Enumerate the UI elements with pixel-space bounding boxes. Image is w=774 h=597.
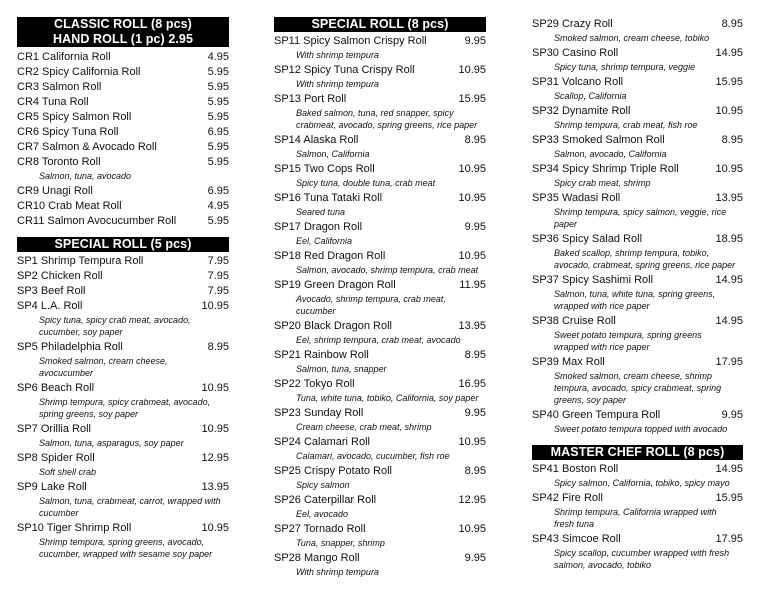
menu-item-price: 10.95 bbox=[458, 64, 486, 76]
menu-item bbox=[274, 522, 486, 537]
menu-item bbox=[532, 314, 743, 329]
menu-item-price: 17.95 bbox=[715, 533, 743, 545]
menu-item bbox=[17, 65, 229, 80]
menu-item-name: CR6 Spicy Tuna Roll bbox=[17, 126, 119, 138]
menu-item-name: CR4 Tuna Roll bbox=[17, 96, 89, 108]
menu-item-description: Salmon, avocado, California bbox=[554, 149, 667, 159]
menu-item-price: 5.95 bbox=[207, 111, 229, 123]
menu-item bbox=[17, 254, 229, 269]
menu-item-price: 4.95 bbox=[207, 51, 229, 63]
menu-item-price: 9.95 bbox=[464, 35, 486, 47]
menu-item-name: CR7 Salmon & Avocado Roll bbox=[17, 141, 157, 153]
menu-item-description: Eel, shrimp tempura, crab meat, avocado bbox=[296, 335, 461, 345]
menu-item-price: 12.95 bbox=[201, 452, 229, 464]
menu-item-description: Spicy salmon bbox=[296, 480, 350, 490]
menu-item-description: Salmon, avocado, shrimp tempura, crab meat bbox=[296, 265, 479, 275]
menu-item bbox=[17, 521, 229, 536]
menu-item bbox=[532, 408, 743, 423]
menu-item bbox=[532, 273, 743, 288]
menu-item-description: Baked salmon, tuna, red snapper, spicy crabmeat, avocado, spring greens, rice paper bbox=[296, 108, 478, 130]
menu-item-description: Calamari, avocado, cucumber, fish roe bbox=[296, 451, 450, 461]
menu-item bbox=[532, 462, 743, 477]
menu-item-name: CR2 Spicy California Roll bbox=[17, 66, 141, 78]
menu-item-price: 9.95 bbox=[464, 552, 486, 564]
menu-item-description: Salmon, California bbox=[296, 149, 370, 159]
menu-item bbox=[17, 95, 229, 110]
menu-item-price: 5.95 bbox=[207, 96, 229, 108]
menu-item-price: 9.95 bbox=[464, 407, 486, 419]
menu-item bbox=[532, 104, 743, 119]
menu-item bbox=[274, 377, 486, 392]
menu-item-name: SP32 Dynamite Roll bbox=[532, 105, 631, 117]
special-roll-5-header bbox=[17, 237, 229, 252]
menu-item bbox=[274, 133, 486, 148]
menu-item bbox=[532, 355, 743, 370]
menu-item-price: 10.95 bbox=[201, 522, 229, 534]
section-title: CLASSIC ROLL (8 pcs) bbox=[54, 17, 192, 31]
menu-item-price: 14.95 bbox=[715, 274, 743, 286]
menu-item-name: SP33 Smoked Salmon Roll bbox=[532, 134, 665, 146]
menu-item-description: Eel, avocado bbox=[296, 509, 349, 519]
classic-roll-header bbox=[17, 17, 229, 47]
menu-item-name: SP18 Red Dragon Roll bbox=[274, 250, 386, 262]
menu-item-price: 10.95 bbox=[458, 192, 486, 204]
menu-item bbox=[274, 249, 486, 264]
menu-item-description: Baked scallop, shrimp tempura, tobiko, avocado, crabmeat, spring greens, rice paper bbox=[554, 248, 736, 270]
menu-item-name: SP10 Tiger Shrimp Roll bbox=[17, 522, 132, 534]
menu-item bbox=[532, 232, 743, 247]
menu-item-price: 6.95 bbox=[207, 126, 229, 138]
menu-item-name: SP3 Beef Roll bbox=[17, 285, 86, 297]
menu-item-price: 10.95 bbox=[458, 163, 486, 175]
menu-item-name: CR8 Toronto Roll bbox=[17, 156, 101, 168]
menu-item-name: SP35 Wadasi Roll bbox=[532, 192, 621, 204]
menu-item-price: 17.95 bbox=[715, 356, 743, 368]
menu-item bbox=[17, 140, 229, 155]
menu-item-price: 9.95 bbox=[721, 409, 743, 421]
menu-item-price: 6.95 bbox=[207, 185, 229, 197]
menu-item bbox=[532, 191, 743, 206]
menu-item-description: Shrimp tempura, spring greens, avocado, cucumber, wrapped with sesame soy paper bbox=[39, 537, 213, 559]
menu-item-price: 15.95 bbox=[715, 76, 743, 88]
menu-item bbox=[17, 480, 229, 495]
menu-item-price: 10.95 bbox=[715, 163, 743, 175]
menu-column-1 bbox=[17, 17, 229, 562]
menu-item-name: SP14 Alaska Roll bbox=[274, 134, 359, 146]
menu-item bbox=[532, 17, 743, 32]
menu-item-name: SP9 Lake Roll bbox=[17, 481, 87, 493]
menu-item bbox=[17, 199, 229, 214]
menu-item bbox=[532, 46, 743, 61]
menu-item-description: Scallop, California bbox=[554, 91, 627, 101]
menu-item-name: SP2 Chicken Roll bbox=[17, 270, 103, 282]
menu-item-description: Shrimp tempura, California wrapped with fresh tuna bbox=[554, 507, 717, 529]
menu-item bbox=[274, 551, 486, 566]
menu-item-description: Sweet potato tempura topped with avocado bbox=[554, 424, 728, 434]
menu-item-name: SP17 Dragon Roll bbox=[274, 221, 363, 233]
menu-item-price: 5.95 bbox=[207, 215, 229, 227]
menu-item-price: 7.95 bbox=[207, 255, 229, 267]
menu-item bbox=[17, 50, 229, 65]
section-subtitle: HAND ROLL (1 pc) 2.95 bbox=[52, 32, 194, 46]
menu-item-description: Shrimp tempura, crab meat, fish roe bbox=[554, 120, 698, 130]
menu-item-description: Smoked salmon, cream cheese, tobiko bbox=[554, 33, 710, 43]
menu-item bbox=[274, 191, 486, 206]
menu-item-name: SP30 Casino Roll bbox=[532, 47, 619, 59]
menu-item-name: CR3 Salmon Roll bbox=[17, 81, 102, 93]
menu-item-description: With shrimp tempura bbox=[296, 567, 379, 577]
menu-item-name: SP28 Mango Roll bbox=[274, 552, 360, 564]
menu-item-price: 14.95 bbox=[715, 47, 743, 59]
menu-item-price: 8.95 bbox=[721, 134, 743, 146]
menu-column-2 bbox=[274, 17, 486, 580]
menu-item-price: 5.95 bbox=[207, 141, 229, 153]
menu-item bbox=[532, 133, 743, 148]
menu-item bbox=[17, 340, 229, 355]
menu-item-price: 10.95 bbox=[715, 105, 743, 117]
menu-item-description: Smoked salmon, cream cheese, shrimp tempura, avocado, spicy crabmeat, spring greens, soy paper bbox=[554, 371, 722, 405]
menu-item-name: SP25 Crispy Potato Roll bbox=[274, 465, 392, 477]
menu-item-name: CR9 Unagi Roll bbox=[17, 185, 93, 197]
menu-item-price: 7.95 bbox=[207, 285, 229, 297]
menu-item-name: SP19 Green Dragon Roll bbox=[274, 279, 396, 291]
menu-item-price: 11.95 bbox=[459, 279, 486, 291]
menu-item-name: SP7 Orillia Roll bbox=[17, 423, 91, 435]
menu-item-price: 10.95 bbox=[201, 300, 229, 312]
menu-item-description: Sweet potato tempura, spring greens wrapped with rice paper bbox=[554, 330, 702, 352]
section-title: SPECIAL ROLL (5 pcs) bbox=[54, 237, 192, 251]
menu-item-name: SP20 Black Dragon Roll bbox=[274, 320, 393, 332]
menu-item-name: SP1 Shrimp Tempura Roll bbox=[17, 255, 144, 267]
menu-item-description: Salmon, tuna, asparagus, soy paper bbox=[39, 438, 184, 448]
menu-item bbox=[17, 451, 229, 466]
menu-item bbox=[17, 284, 229, 299]
menu-item bbox=[17, 214, 229, 229]
menu-item-name: SP26 Caterpillar Roll bbox=[274, 494, 377, 506]
menu-item-price: 5.95 bbox=[207, 81, 229, 93]
menu-item bbox=[532, 491, 743, 506]
menu-item bbox=[17, 125, 229, 140]
menu-item-price: 10.95 bbox=[201, 423, 229, 435]
menu-item-name: SP36 Spicy Salad Roll bbox=[532, 233, 643, 245]
menu-item-price: 8.95 bbox=[721, 18, 743, 30]
menu-item-name: SP8 Spider Roll bbox=[17, 452, 95, 464]
menu-item bbox=[17, 422, 229, 437]
menu-item-description: Shrimp tempura, spicy salmon, veggie, rice paper bbox=[554, 207, 727, 229]
menu-item-name: SP23 Sunday Roll bbox=[274, 407, 364, 419]
menu-item bbox=[274, 435, 486, 450]
menu-item-name: SP29 Crazy Roll bbox=[532, 18, 613, 30]
menu-item-name: SP34 Spicy Shrimp Triple Roll bbox=[532, 163, 679, 175]
menu-item bbox=[274, 278, 486, 293]
menu-item-price: 13.95 bbox=[458, 320, 486, 332]
menu-item-price: 18.95 bbox=[715, 233, 743, 245]
menu-item-description: Seared tuna bbox=[296, 207, 346, 217]
menu-item-price: 4.95 bbox=[207, 200, 229, 212]
menu-item bbox=[274, 162, 486, 177]
menu-item-price: 13.95 bbox=[715, 192, 743, 204]
menu-item-description: Smoked salmon, cream cheese, avocucumber bbox=[39, 356, 168, 378]
menu-item-description: Salmon, tuna, avocado bbox=[39, 171, 132, 181]
menu-item-name: SP37 Spicy Sashimi Roll bbox=[532, 274, 654, 286]
menu-item-price: 8.95 bbox=[207, 341, 229, 353]
menu-item-description: With shrimp tempura bbox=[296, 50, 379, 60]
menu-item bbox=[532, 162, 743, 177]
menu-item-name: SP21 Rainbow Roll bbox=[274, 349, 369, 361]
special-roll-8-header bbox=[274, 17, 486, 32]
menu-item-name: SP12 Spicy Tuna Crispy Roll bbox=[274, 64, 415, 76]
menu-item-price: 8.95 bbox=[464, 134, 486, 146]
menu-item-price: 8.95 bbox=[464, 465, 486, 477]
menu-item-description: Spicy salmon, California, tobiko, spicy mayo bbox=[554, 478, 730, 488]
menu-item-name: CR1 California Roll bbox=[17, 51, 111, 63]
menu-item bbox=[274, 348, 486, 363]
menu-item bbox=[532, 75, 743, 90]
menu-item bbox=[274, 406, 486, 421]
menu-item bbox=[17, 299, 229, 314]
menu-item-name: SP43 Simcoe Roll bbox=[532, 533, 621, 545]
menu-item-name: SP24 Calamari Roll bbox=[274, 436, 370, 448]
menu-item-price: 12.95 bbox=[458, 494, 486, 506]
menu-item-name: SP39 Max Roll bbox=[532, 356, 605, 368]
menu-item bbox=[274, 63, 486, 78]
menu-item-name: SP13 Port Roll bbox=[274, 93, 347, 105]
menu-item-price: 15.95 bbox=[715, 492, 743, 504]
menu-item bbox=[17, 80, 229, 95]
menu-item-price: 10.95 bbox=[458, 250, 486, 262]
menu-item-name: SP16 Tuna Tataki Roll bbox=[274, 192, 383, 204]
menu-item-description: Soft shell crab bbox=[39, 467, 97, 477]
menu-item-name: CR10 Crab Meat Roll bbox=[17, 200, 122, 212]
menu-item bbox=[274, 464, 486, 479]
menu-item-name: SP27 Tornado Roll bbox=[274, 523, 366, 535]
menu-item-name: SP42 Fire Roll bbox=[532, 492, 603, 504]
menu-item-description: Salmon, tuna, white tuna, spring greens, wrapped with rice paper bbox=[554, 289, 716, 311]
menu-item-name: SP22 Tokyo Roll bbox=[274, 378, 355, 390]
master-chef-roll-header bbox=[532, 445, 743, 460]
menu-item bbox=[274, 34, 486, 49]
section-title: SPECIAL ROLL (8 pcs) bbox=[311, 17, 449, 31]
menu-item-name: SP15 Two Cops Roll bbox=[274, 163, 375, 175]
menu-item bbox=[17, 155, 229, 170]
menu-item-description: Tuna, white tuna, tobiko, California, soy paper bbox=[296, 393, 479, 403]
menu-item bbox=[17, 269, 229, 284]
menu-item-name: SP11 Spicy Salmon Crispy Roll bbox=[274, 35, 427, 47]
menu-item-name: SP5 Philadelphia Roll bbox=[17, 341, 123, 353]
menu-item-price: 5.95 bbox=[207, 66, 229, 78]
menu-item-description: With shrimp tempura bbox=[296, 79, 379, 89]
menu-item-description: Spicy tuna, double tuna, crab meat bbox=[296, 178, 436, 188]
menu-item-name: CR5 Spicy Salmon Roll bbox=[17, 111, 132, 123]
menu-item-name: SP6 Beach Roll bbox=[17, 382, 95, 394]
menu-item bbox=[532, 532, 743, 547]
menu-item-price: 16.95 bbox=[458, 378, 486, 390]
menu-item-price: 10.95 bbox=[458, 523, 486, 535]
menu-item-name: SP41 Boston Roll bbox=[532, 463, 619, 475]
menu-item-description: Avocado, shrimp tempura, crab meat, cucumber bbox=[296, 294, 446, 316]
menu-item-price: 13.95 bbox=[201, 481, 229, 493]
menu-item-name: SP40 Green Tempura Roll bbox=[532, 409, 661, 421]
menu-item-description: Spicy scallop, cucumber wrapped with fresh salmon, avocado, tobiko bbox=[554, 548, 730, 570]
menu-item bbox=[17, 381, 229, 396]
section-title: MASTER CHEF ROLL (8 pcs) bbox=[550, 445, 725, 459]
menu-item-name: SP38 Cruise Roll bbox=[532, 315, 616, 327]
menu-item bbox=[17, 184, 229, 199]
menu-item bbox=[274, 319, 486, 334]
menu-item-price: 14.95 bbox=[715, 315, 743, 327]
menu-item-description: Spicy tuna, spicy crab meat, avocado, cucumber, soy paper bbox=[39, 315, 191, 337]
menu-item-description: Tuna, snapper, shrimp bbox=[296, 538, 385, 548]
menu-item bbox=[274, 493, 486, 508]
menu-item-name: CR11 Salmon Avocucumber Roll bbox=[17, 215, 177, 227]
menu-item-name: SP31 Volcano Roll bbox=[532, 76, 624, 88]
menu-item-price: 8.95 bbox=[464, 349, 486, 361]
menu-item-price: 10.95 bbox=[201, 382, 229, 394]
menu-item-description: Spicy tuna, shrimp tempura, veggie bbox=[554, 62, 696, 72]
menu-item-price: 14.95 bbox=[715, 463, 743, 475]
menu-item-price: 7.95 bbox=[207, 270, 229, 282]
menu-item-description: Spicy crab meat, shrimp bbox=[554, 178, 651, 188]
menu-item-description: Shrimp tempura, spicy crabmeat, avocado, spring greens, soy paper bbox=[39, 397, 211, 419]
menu-item-name: SP4 L.A. Roll bbox=[17, 300, 83, 312]
menu-item-description: Eel, California bbox=[296, 236, 353, 246]
menu-item bbox=[274, 220, 486, 235]
menu-item-description: Cream cheese, crab meat, shrimp bbox=[296, 422, 432, 432]
menu-item-description: Salmon, tuna, crabmeat, carrot, wrapped with cucumber bbox=[39, 496, 221, 518]
menu-item bbox=[17, 110, 229, 125]
menu-column-3 bbox=[532, 17, 743, 573]
menu-item bbox=[274, 92, 486, 107]
menu-item-price: 15.95 bbox=[458, 93, 486, 105]
menu-item-price: 10.95 bbox=[458, 436, 486, 448]
menu-item-price: 9.95 bbox=[464, 221, 486, 233]
menu-item-price: 5.95 bbox=[207, 156, 229, 168]
menu-item-description: Salmon, tuna, snapper bbox=[296, 364, 387, 374]
